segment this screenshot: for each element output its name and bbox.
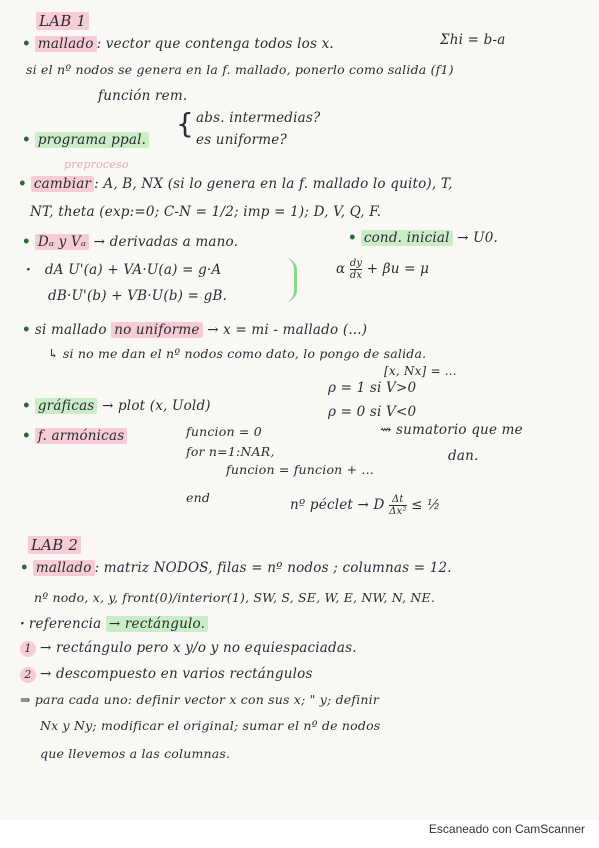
farm-func: funcion = 0	[186, 424, 262, 439]
no-unif-text: → x = mi - mallado (...)	[207, 322, 368, 338]
cambiar-label: cambiar	[31, 176, 94, 192]
item1-text: → rectángulo pero x y/o y no equiespaciadas.	[40, 640, 357, 656]
bullet: •	[22, 428, 31, 444]
rho0-line: ρ = 0 si V<0	[328, 404, 417, 420]
brace-icon: {	[176, 107, 194, 140]
item2-line2: Nx y Ny; modificar el original; sumar el nº de nodos	[40, 718, 381, 733]
mallado-text: : vector que contenga todos los x.	[96, 36, 334, 52]
referencia-label: referencia	[28, 616, 102, 632]
green-brace-icon	[284, 258, 297, 302]
bullet: •	[20, 560, 29, 576]
prog-opt2: es uniforme?	[196, 132, 287, 148]
bullet: ·	[20, 616, 25, 632]
farm-line	[22, 428, 127, 444]
preproceso-note: preproceso	[64, 158, 129, 171]
lab2-mallado-label: mallado	[33, 560, 95, 576]
bullet: •	[18, 176, 27, 192]
prog-line	[22, 132, 149, 148]
scanner-watermark: Escaneado con CamScanner	[428, 822, 585, 836]
sumatorio-line2: dan.	[448, 448, 479, 464]
deriv-line	[22, 234, 238, 250]
bullet: •	[22, 322, 31, 338]
xnx-line: [x, Nx] = ...	[384, 364, 457, 378]
farm-label: f. armónicas	[35, 428, 127, 444]
cond-line	[348, 230, 498, 246]
sum-formula: Σhi = b-a	[440, 32, 506, 48]
no-unif-sub: ↳ si no me dan el nº nodos como dato, lo pongo de salida.	[48, 346, 427, 361]
ode-fraction	[350, 258, 362, 281]
referencia-line	[20, 616, 208, 632]
no-unif-label: no uniforme	[111, 322, 202, 338]
rho1-line: ρ = 1 si V>0	[328, 380, 417, 396]
peclet-fraction	[389, 494, 406, 517]
lab2-title: LAB 2	[28, 536, 81, 554]
cambiar-cont: NT, theta (exp:=0; C-N = 1/2; imp = 1); D, V, Q, F.	[30, 204, 382, 220]
lab1-title: LAB 1	[36, 12, 89, 30]
ode-rest: + βu = μ	[366, 261, 430, 277]
farm-for: for n=1:NAR,	[186, 444, 275, 459]
graficas-text: → plot (x, Uold)	[101, 398, 211, 414]
prog-label: programa ppal.	[35, 132, 149, 148]
bullet: •	[22, 398, 31, 414]
bullet: •	[22, 36, 31, 52]
ode-equation	[336, 258, 429, 281]
item2-line1: ⇒ para cada uno: definir vector x con sus x; " y; definir	[20, 692, 380, 707]
peclet-frac-bottom: Δx²	[389, 506, 407, 517]
item2-line3: que llevemos a las columnas.	[40, 746, 231, 761]
cambiar-line	[18, 176, 453, 192]
rem-line: función rem.	[98, 88, 188, 104]
ode-prefix: α	[336, 261, 346, 277]
referencia-text: → rectángulo.	[106, 616, 208, 632]
lab2-mallado-text: : matriz NODOS, filas = nº nodos ; columnas = 12.	[94, 560, 452, 576]
peclet-suffix: ≤ ½	[411, 497, 441, 513]
peclet-line	[290, 494, 440, 517]
item2-line	[20, 666, 313, 683]
eq-a-line	[26, 262, 221, 278]
item1-line	[20, 640, 357, 657]
no-uniforme-line	[22, 322, 367, 338]
deriv-text: → derivadas a mano.	[93, 234, 239, 250]
farm-end: end	[186, 490, 211, 505]
peclet-prefix: nº péclet → D	[290, 497, 385, 513]
sumatorio-line: ⇝ sumatorio que me	[380, 422, 523, 438]
eq-b: dB·U'(b) + VB·U(b) = gB.	[48, 288, 228, 304]
prog-opt1: abs. intermedias?	[196, 110, 321, 126]
graficas-line	[22, 398, 211, 414]
lab1-mallado-line	[22, 36, 334, 52]
cambiar-text: : A, B, NX (si lo genera en la f. mallado lo quito), T,	[94, 176, 453, 192]
peclet-frac-top: Δt	[389, 494, 406, 506]
item2-number: 2	[20, 667, 36, 683]
eq-a: dA U'(a) + VA·U(a) = g·A	[44, 262, 222, 278]
bullet: •	[22, 234, 31, 250]
cond-text: → U0.	[457, 230, 499, 246]
mallado-label: mallado	[35, 36, 97, 52]
item1-number: 1	[20, 641, 36, 657]
bullet: •	[22, 132, 31, 148]
lab2-mallado-line	[20, 560, 452, 576]
cond-label: cond. inicial	[361, 230, 453, 246]
ode-frac-top: dy	[349, 258, 363, 269]
no-unif-prefix: si mallado	[34, 322, 107, 338]
deriv-label: Dₐ y Vₐ	[35, 234, 89, 250]
nodos-line: si el nº nodos se genera en la f. mallado, ponerlo como salida (f1)	[26, 62, 454, 77]
farm-sum: funcion = funcion + ...	[226, 462, 374, 477]
cols-line: nº nodo, x, y, front(0)/interior(1), SW, S, SE, W, E, NW, N, NE.	[34, 590, 436, 605]
item2-text: → descompuesto en varios rectángulos	[40, 666, 313, 682]
bullet: ·	[26, 262, 31, 278]
graficas-label: gráficas	[35, 398, 98, 414]
ode-frac-bottom: dx	[349, 270, 363, 281]
bullet: •	[348, 230, 357, 246]
